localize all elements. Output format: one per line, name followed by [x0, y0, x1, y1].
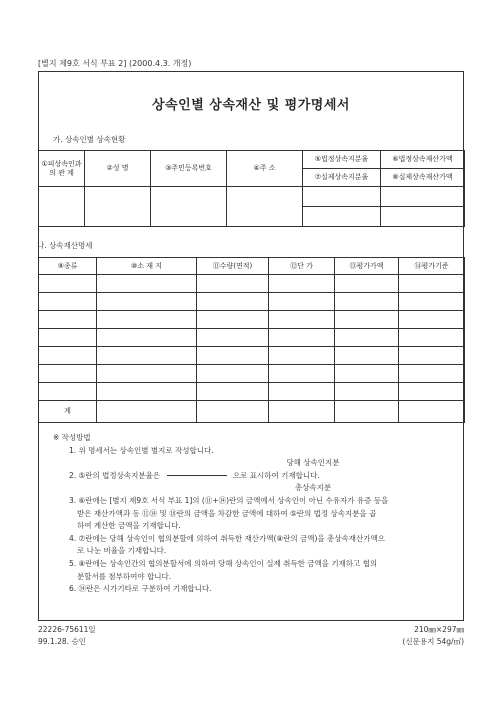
cell-actual-value[interactable] [381, 207, 465, 227]
cell-address[interactable] [227, 187, 303, 227]
note-5b: 분할서를 첨부하여야 합니다. [77, 571, 172, 581]
cell-relation[interactable] [39, 187, 85, 227]
note-6: 6. ⑭란은 시가기타로 구분하여 기재합니다. [69, 584, 212, 594]
total-row [39, 401, 465, 423]
cell-legal-share[interactable] [303, 187, 381, 207]
total-value[interactable] [335, 401, 399, 423]
note-1: 1. 위 명세서는 상속인별 별지로 작성합니다. [69, 445, 214, 455]
section-a-label: 가. 상속인별 상속현황 [53, 135, 126, 144]
form-header-note: [별지 제9호 서식 부표 2] (2000.4.3. 개정) [38, 59, 192, 68]
header-legal-value: ⑥법정상속재산가액 [381, 151, 465, 169]
table-row [39, 347, 465, 365]
table-row [39, 293, 465, 311]
header-name: ②성 명 [85, 151, 151, 187]
cell-name[interactable] [85, 187, 151, 227]
note-4a: 4. ⑦란에는 당해 상속인이 협의분할에 의하여 취득한 재산가액(⑧란의 금액)을 총상속재산가액으 [69, 533, 385, 543]
header-quantity: ⑪수량(면적) [197, 258, 269, 275]
property-table [38, 257, 465, 423]
header-location: ⑩소 재 지 [97, 258, 197, 275]
header-id-number: ③주민등록번호 [151, 151, 227, 187]
cell-id-number[interactable] [151, 187, 227, 227]
instructions-heading: ※ 작성방법 [53, 433, 91, 442]
form-title: 상속인별 상속재산 및 평가명세서 [152, 98, 350, 113]
header-address: ④주 소 [227, 151, 303, 187]
instructions [53, 432, 453, 596]
header-legal-share: ⑤법정상속지분율 [303, 151, 381, 169]
note-3b: 받은 재산가액과 동 ⑪⑭ 및 ⑱란의 금액을 차감한 금액에 대하여 ⑤란의 법정 상속지분을 곱 [77, 508, 377, 518]
paper-size: 210㎜×297㎜ [414, 625, 464, 634]
table-row [39, 311, 465, 329]
heirs-table [38, 150, 465, 227]
header-unit-price: ⑫단 가 [269, 258, 335, 275]
approval-date: 99.1.28. 승인 [38, 637, 86, 646]
note-2-prefix: 2. ⑤란의 법정상속지분율은 [69, 470, 161, 480]
section-b-label: 나. 상속재산명세 [37, 241, 93, 250]
header-type: ⑨종류 [39, 258, 97, 275]
header-actual-value: ⑧실제상속재산가액 [381, 169, 465, 187]
fraction-denominator: 총상속지분 [294, 483, 332, 493]
total-label: 계 [39, 401, 97, 423]
fraction-bar [167, 475, 227, 476]
note-3c: 하여 계산한 금액을 기재합니다. [77, 521, 181, 531]
note-2 [53, 470, 453, 483]
paper-type: (신문용지 54g/㎡) [402, 637, 464, 646]
header-value: ⑬평가가액 [335, 258, 399, 275]
header-basis: ⑭평가기준 [399, 258, 465, 275]
table-row [39, 275, 465, 293]
note-5a: 5. ⑧란에는 상속인간의 협의분할서에 의하여 당해 상속인이 실제 취득한 금액을 기재하고 협의 [69, 558, 378, 568]
table-row [39, 329, 465, 347]
table-row [39, 365, 465, 383]
note-2-suffix: 으로 표시하여 기재합니다. [232, 470, 320, 480]
cell-actual-share[interactable] [303, 207, 381, 227]
header-relation: ①피상속인과의 관 계 [39, 151, 85, 187]
note-4b: 로 나눈 비율을 기재합니다. [77, 546, 167, 556]
cell-legal-value[interactable] [381, 187, 465, 207]
form-frame [38, 71, 464, 621]
note-3a: 3. ⑥란에는 [별지 제9호 서식 부표 1]의 (⑪+⑭)란의 금액에서 상속인이 아닌 수유자가 유증 등을 [69, 495, 389, 505]
fraction-numerator: 당해 상속인지분 [286, 458, 340, 468]
form-code: 22226-75611일 [38, 625, 96, 634]
table-row [39, 383, 465, 401]
header-actual-share: ⑦실제상속지분율 [303, 169, 381, 187]
